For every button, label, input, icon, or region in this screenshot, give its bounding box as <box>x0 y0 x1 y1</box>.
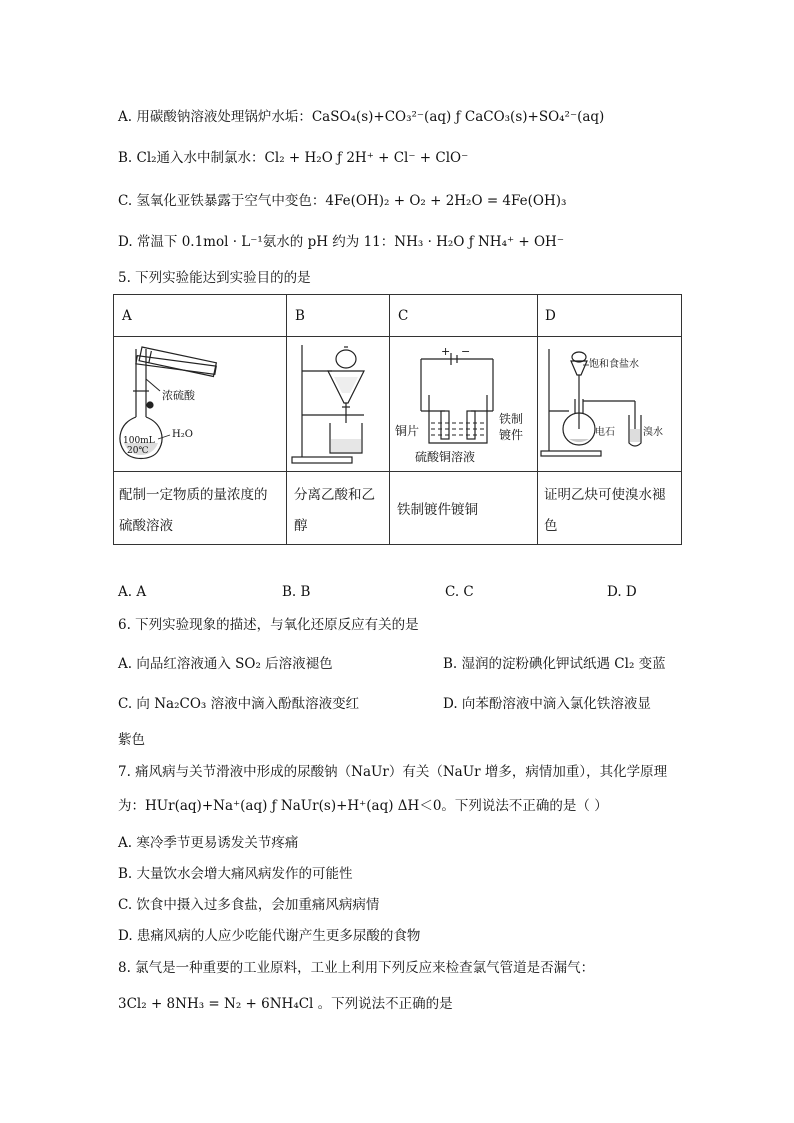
header-c: C <box>398 308 409 324</box>
q5-table <box>113 294 682 545</box>
desc-b-line2: 醇 <box>294 518 308 534</box>
q7-option-c: C. 饮食中摄入过多食盐，会加重痛风病病情 <box>118 897 380 913</box>
q6-option-c: C. 向 Na₂CO₃ 溶液中滴入酚酞溶液变红 <box>118 696 360 712</box>
desc-a-line2: 硫酸溶液 <box>119 518 173 534</box>
q5-stem: 5. 下列实验能达到实验目的的是 <box>118 270 311 286</box>
q6-option-d-cont: 紫色 <box>118 732 145 748</box>
label-conc-acid: 浓硫酸 <box>162 389 195 402</box>
label-water: H₂O <box>172 429 193 440</box>
q6-option-b: B. 湿润的淀粉碘化钾试纸遇 Cl₂ 变蓝 <box>443 656 666 672</box>
q7-stem-line2: 为：HUr(aq)+Na⁺(aq) ƒ NaUr(s)+H⁺(aq) ΔH＜0。下列说法不正确的是（ ） <box>118 798 608 814</box>
label-iron-2: 镀件 <box>499 428 524 442</box>
q4-option-a: A. 用碳酸钠溶液处理锅炉水垢：CaSO₄(s)+CO₃²⁻(aq) ƒ CaCO₃(s)+SO₄²⁻(aq) <box>118 109 605 125</box>
desc-d-line2: 色 <box>544 518 558 534</box>
figure-d-acetylene <box>539 339 681 469</box>
q7-stem-line1: 7. 痛风病与关节滑液中形成的尿酸钠（NaUr）有关（NaUr 增多，病情加重），其化学原理 <box>118 764 668 780</box>
q5-option-c: C. C <box>445 584 474 600</box>
q4-option-b: B. Cl₂通入水中制氯水：Cl₂ + H₂O ƒ 2H⁺ + Cl⁻ + ClO⁻ <box>118 150 469 166</box>
q6-stem: 6. 下列实验现象的描述，与氧化还原反应有关的是 <box>118 617 419 633</box>
label-minus: − <box>461 345 471 358</box>
q5-option-d: D. D <box>607 584 637 600</box>
q5-option-a: A. A <box>118 584 147 600</box>
q6-option-a: A. 向品红溶液通入 SO₂ 后溶液褪色 <box>118 656 333 672</box>
label-brine: 饱和食盐水 <box>589 359 639 370</box>
label-plus: + <box>441 345 451 358</box>
figure-a-volumetric-flask <box>116 339 284 469</box>
label-20c: 20℃ <box>127 446 149 456</box>
desc-b-line1: 分离乙酸和乙 <box>294 487 375 503</box>
label-100ml: 100mL <box>123 436 155 446</box>
figure-c-electroplating <box>391 339 536 469</box>
figure-b-separatory-funnel <box>288 339 388 469</box>
label-bromine-water: 溴水 <box>643 427 663 438</box>
label-calcium-carbide: 电石 <box>595 427 615 438</box>
label-copper: 铜片 <box>395 424 420 438</box>
header-a: A <box>122 308 132 324</box>
q7-option-a: A. 寒冷季节更易诱发关节疼痛 <box>118 835 299 851</box>
label-iron-1: 铁制 <box>499 412 524 426</box>
q8-equation: 3Cl₂ + 8NH₃ = N₂ + 6NH₄Cl 。下列说法不正确的是 <box>118 996 453 1012</box>
desc-d-line1: 证明乙炔可使溴水褪 <box>544 487 666 503</box>
q6-option-d: D. 向苯酚溶液中滴入氯化铁溶液显 <box>443 696 651 712</box>
desc-a-line1: 配制一定物质的量浓度的 <box>119 487 268 503</box>
q4-option-d: D. 常温下 0.1mol · L⁻¹氨水的 pH 约为 11：NH₃ · H₂O ƒ NH₄⁺ + OH⁻ <box>118 234 564 250</box>
q7-option-d: D. 患痛风病的人应少吃能代谢产生更多尿酸的食物 <box>118 928 421 944</box>
q7-option-b: B. 大量饮水会增大痛风病发作的可能性 <box>118 866 353 882</box>
desc-c: 铁制镀件镀铜 <box>397 502 478 518</box>
header-b: B <box>295 308 305 324</box>
q5-option-b: B. B <box>282 584 311 600</box>
header-d: D <box>545 308 556 324</box>
label-cuso4: 硫酸铜溶液 <box>415 450 476 464</box>
q4-option-c: C. 氢氧化亚铁暴露于空气中变色：4Fe(OH)₂ + O₂ + 2H₂O = 4Fe(OH)₃ <box>118 193 567 209</box>
q8-stem: 8. 氯气是一种重要的工业原料，工业上利用下列反应来检查氯气管道是否漏气： <box>118 960 595 976</box>
